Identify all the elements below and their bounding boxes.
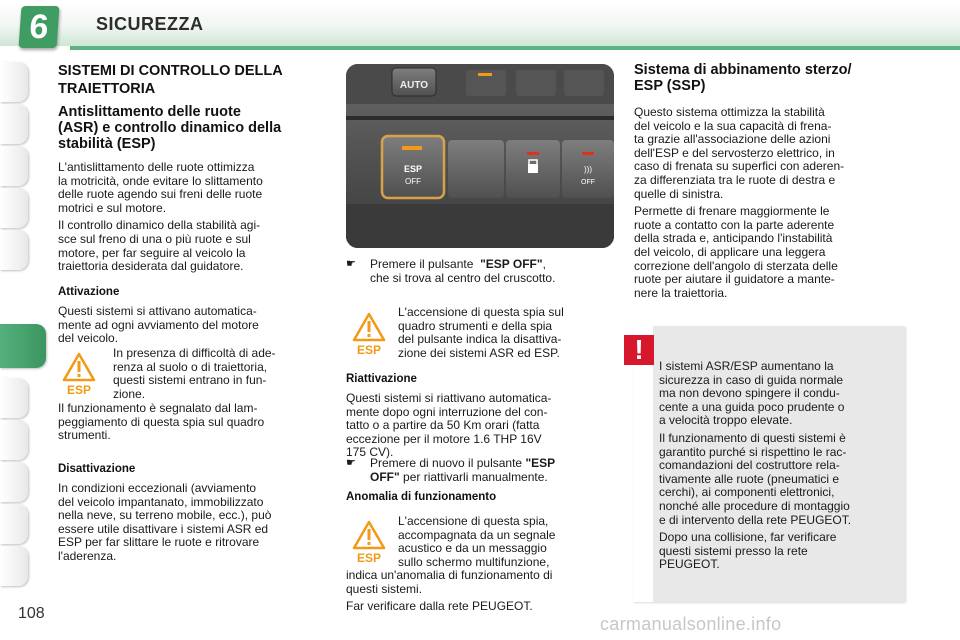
reactivation-paragraph: Questi sistemi si riattivano automatica- mente dopo ogni interruzione del con- tatto o a partire da 50 Km orari (fatta eccezione per il motore 1.6 THP 16V 175 CV).	[346, 391, 552, 460]
note-paragraph-1: I sistemi ASR/ESP aumentano la sicurezza in caso di guida normale ma non devono spingere il condu- cente a una guida poco prudente o a velocità troppo elevate.	[659, 359, 845, 428]
bullet-press-again: ☛ Premere di nuovo il pulsante "ESP OFF" per riattivarli manualmente.	[346, 456, 556, 484]
note-paragraph-3: Dopo una collisione, far verificare questi sistemi presso la rete PEUGEOT.	[659, 530, 837, 572]
chapter-tab-11[interactable]	[0, 546, 28, 586]
column-3	[634, 62, 902, 300]
watermark-text: carmanualsonline.info	[600, 614, 782, 634]
chapter-number-badge: 6	[19, 6, 60, 48]
chapter-tab-10[interactable]	[0, 504, 28, 544]
deactivation-heading: Disattivazione	[58, 463, 136, 475]
esp-warning-icon	[62, 352, 96, 396]
section-subtitle: Antislittamento delle ruote (ASR) e controllo dinamico della stabilità (ESP)	[58, 104, 282, 152]
ssp-paragraph-1: Questo sistema ottimizza la stabilità del veicolo e la sua capacità di frena- ta grazie all'associazione delle azioni dell'ESP e del servosterzo elettrico, in caso di frenata su superfici con aderen- za differenziata tra le ruote di destra e quelle di sinistra.	[634, 105, 845, 201]
note-paragraph-2: Il funzionamento di questi sistemi è garantito purché si rispettino le rac- comandazioni del costruttore rela- tivamente alle ruote (pneumatici e cerchi), ai componenti elettronici, nonché alle procedure di montaggio e di intervento della rete PEUGEOT.	[659, 430, 852, 527]
deactivation-section	[58, 462, 328, 564]
pointing-hand-icon: ☛	[346, 457, 356, 469]
esp-icon-label: ESP	[356, 343, 382, 356]
ssp-title: Sistema di abbinamento sterzo/ ESP (SSP)	[634, 62, 852, 94]
alarm-off-label: OFF	[581, 179, 595, 186]
activation-paragraph-2: Il funzionamento è segnalato dal lam- peggiamento di questa spia sul quadro strumenti.	[58, 401, 265, 443]
chapter-tab-5[interactable]	[0, 230, 28, 270]
chapter-title: SICUREZZA	[96, 14, 204, 34]
malfunction-icon-text: L'accensione di questa spia, accompagnata da un segnale acustico e da un messaggio sullo schermo multifunzione,	[398, 514, 556, 569]
bullet-press-esp-off: ☛ Premere il pulsante "ESP OFF", che si trova al centro del cruscotto.	[346, 257, 556, 285]
chapter-tab-3[interactable]	[0, 146, 28, 186]
esp-off-button-photo	[346, 64, 614, 248]
esp-warning-icon-2	[352, 312, 386, 356]
dashboard-illustration	[346, 64, 614, 248]
reactivation-heading: Riattivazione	[346, 373, 417, 385]
svg-text:))): )))	[584, 165, 592, 174]
chapter-tab-1[interactable]	[0, 62, 28, 102]
auto-label: AUTO	[399, 80, 429, 91]
activation-paragraph: Questi sistemi si attivano automatica- mente ad ogni avviamento del motore del veicolo.	[58, 304, 259, 346]
pointing-hand-icon: ☛	[346, 258, 356, 270]
off-button-label: OFF	[405, 177, 421, 186]
header-underline	[70, 46, 960, 50]
malfunction-paragraph: indica un'anomalia di funzionamento di questi sistemi. Far verificare dalla rete PEUGEOT.	[346, 568, 553, 614]
chapter-tab-7[interactable]	[0, 378, 28, 418]
chapter-tab-9[interactable]	[0, 462, 28, 502]
activation-section	[58, 285, 328, 346]
column-1	[58, 62, 328, 274]
malfunction-heading: Anomalia di funzionamento	[346, 491, 497, 503]
esp-icon-label: ESP	[66, 383, 92, 396]
paragraph-esp: Il controllo dinamico della stabilità agi- sce sul freno di una o più ruote e sul motore, per far seguire al veicolo la traiettoria desiderata dal guidatore.	[58, 218, 261, 274]
esp-warning-icon-3	[352, 520, 386, 564]
activation-icon-text: In presenza di difficoltà di ade- renza al suolo o di traiettoria, questi sistemi entrano in fun- zione.	[113, 346, 276, 401]
reactivation-section	[346, 372, 616, 460]
chapter-tab-8[interactable]	[0, 420, 28, 460]
chapter-tab-4[interactable]	[0, 188, 28, 228]
chapter-tab-6-active[interactable]	[0, 324, 46, 368]
note-text	[659, 360, 895, 572]
paragraph-asr: L'antislittamento delle ruote ottimizza la motricità, onde evitare lo slittamento delle ruote agendo sui freni delle ruote motrici e sul motore.	[58, 160, 263, 215]
deactivation-paragraph: In condizioni eccezionali (avviamento del veicolo impantanato, immobilizzato nella neve, su terreno mobile, ecc.), può essere utile disattivare i sistemi ASR ed ESP per far slittare le ruote e ritrovare l'aderenza.	[58, 481, 272, 563]
page-number: 108	[18, 605, 45, 622]
activation-heading: Attivazione	[58, 286, 120, 298]
deactivation-lamp-text: L'accensione di questa spia sul quadro strumenti e della spia del pulsante indica la disattiva- zione dei sistemi ASR ed ESP.	[398, 305, 564, 360]
exclamation-icon: !	[624, 335, 654, 365]
section-title: SISTEMI DI CONTROLLO DELLA TRAIETTORIA	[58, 63, 283, 97]
ssp-paragraph-2: Permette di frenare maggiormente le ruote a contatto con la parte aderente della strada e, anticipando l'instabilità del veicolo, di applicare una leggera correzione dell'angolo di sterzata delle ruote per aiutare il guidatore a mante- nere la traiettoria.	[634, 204, 838, 300]
chapter-tab-2[interactable]	[0, 104, 28, 144]
esp-button-label: ESP	[403, 164, 423, 174]
note-box-stripe	[633, 326, 653, 602]
esp-icon-label: ESP	[356, 551, 382, 564]
